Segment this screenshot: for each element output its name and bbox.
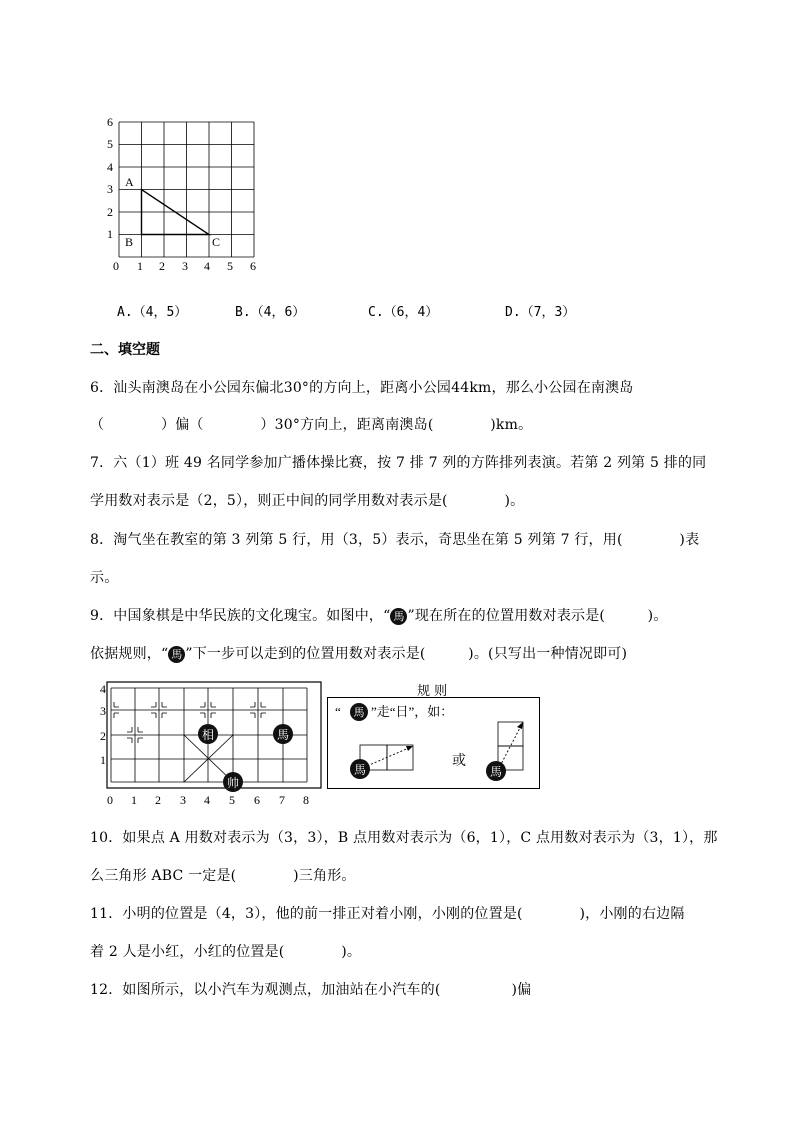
x-tick: 6: [250, 259, 256, 273]
question-6-line-2: （ ）偏（ ）30°方向上，距离南澳岛( )km。: [90, 417, 533, 433]
x-tick: 8: [303, 793, 309, 807]
point-label-c: C: [212, 235, 221, 249]
question-9-line-2: [90, 643, 627, 663]
y-tick: 2: [100, 729, 106, 743]
x-tick: 1: [137, 259, 143, 273]
question-11-line-1: 11．小明的位置是（4，3），他的前一排正对着小刚，小刚的位置是( )，小刚的右边隔: [90, 906, 685, 922]
y-tick: 3: [107, 182, 113, 196]
x-tick: 2: [159, 259, 165, 273]
q9-text-d: ”下一步可以走到的位置用数对表示是( )。(只写出一种情况即可): [185, 646, 628, 662]
grid-lines: [119, 122, 254, 257]
y-tick: 5: [107, 137, 113, 151]
piece-general: [223, 772, 243, 792]
question-11-line-2: 着 2 人是小红，小红的位置是( )。: [90, 944, 362, 960]
piece-horse: [273, 724, 293, 744]
position-markers: [114, 702, 266, 743]
horse-piece-icon: 馬: [168, 646, 185, 663]
svg-text:”走“日”，如：: ”走“日”，如：: [371, 704, 454, 719]
y-tick: 2: [107, 205, 113, 219]
x-tick: 0: [113, 259, 119, 273]
svg-text:“: “: [335, 704, 341, 719]
question-6-line-1: 6．汕头南澳岛在小公园东偏北30°的方向上，距离小公园44km，那么小公园在南澳岛: [90, 380, 634, 396]
x-tick: 0: [107, 793, 113, 807]
question-8-line-2: 示。: [90, 570, 119, 586]
chess-board-figure: [100, 678, 326, 808]
rule-box-figure: [327, 697, 541, 791]
svg-text:相: 相: [201, 728, 215, 742]
svg-text:馬: 馬: [489, 765, 503, 779]
or-label: 或: [452, 754, 466, 769]
q9-text-c: 依据规则，“: [90, 646, 169, 662]
coordinate-grid-figure: [100, 112, 270, 277]
y-tick: 1: [107, 227, 113, 241]
question-10-line-2: 么三角形 ABC 一定是( )三角形。: [90, 868, 356, 884]
point-label-b: B: [125, 235, 134, 249]
option-a[interactable]: A.（4，5）: [117, 305, 188, 320]
q9-text-a: 9．中国象棋是中华民族的文化瑰宝。如图中，“: [90, 608, 391, 624]
question-8-line-1: 8．淘气坐在教室的第 3 列第 5 行，用（3，5）表示，奇思坐在第 5 列第 7 行，用( )表: [90, 532, 700, 548]
svg-text:馬: 馬: [276, 728, 290, 742]
q9-text-b: ”现在所在的位置用数对表示是( )。: [407, 608, 668, 624]
y-tick: 6: [107, 115, 113, 129]
question-7-line-1: 7．六（1）班 49 名同学参加广播体操比赛，按 7 排 7 列的方阵排列表演。若第 2 列第 5 排的同: [90, 455, 707, 471]
x-tick: 1: [131, 793, 137, 807]
x-tick: 3: [180, 793, 186, 807]
question-10-line-1: 10．如果点 A 用数对表示为（3，3），B 点用数对表示为（6，1），C 点用数对表示为（3，1），那: [90, 830, 718, 846]
svg-text:馬: 馬: [353, 707, 365, 719]
question-9-line-1: [90, 605, 668, 625]
svg-text:帅: 帅: [226, 776, 240, 790]
horse-piece-icon: 馬: [390, 608, 407, 625]
x-tick: 6: [254, 793, 260, 807]
y-tick: 4: [107, 160, 113, 174]
svg-text:馬: 馬: [353, 763, 367, 777]
option-b[interactable]: B.（4，6）: [235, 305, 306, 320]
piece-elephant: [198, 724, 218, 744]
x-tick: 7: [279, 793, 285, 807]
question-12-line-1: 12．如图所示，以小汽车为观测点，加油站在小汽车的( )偏: [90, 982, 532, 998]
x-tick: 3: [182, 259, 188, 273]
y-tick: 3: [100, 704, 106, 718]
x-tick: 2: [155, 793, 161, 807]
rule-title: 规 则: [417, 684, 448, 699]
x-tick: 5: [227, 259, 233, 273]
section-title: 二、填空题: [90, 342, 160, 358]
point-label-a: A: [125, 175, 134, 189]
y-tick: 1: [100, 753, 106, 767]
option-d[interactable]: D.（7，3）: [505, 305, 576, 320]
x-tick: 5: [229, 793, 235, 807]
option-c[interactable]: C.（6，4）: [368, 305, 439, 320]
y-tick: 4: [100, 682, 106, 696]
x-tick: 4: [204, 259, 210, 273]
question-7-line-2: 学用数对表示是（2，5），则正中间的同学用数对表示是( )。: [90, 493, 525, 509]
x-tick: 4: [204, 793, 210, 807]
